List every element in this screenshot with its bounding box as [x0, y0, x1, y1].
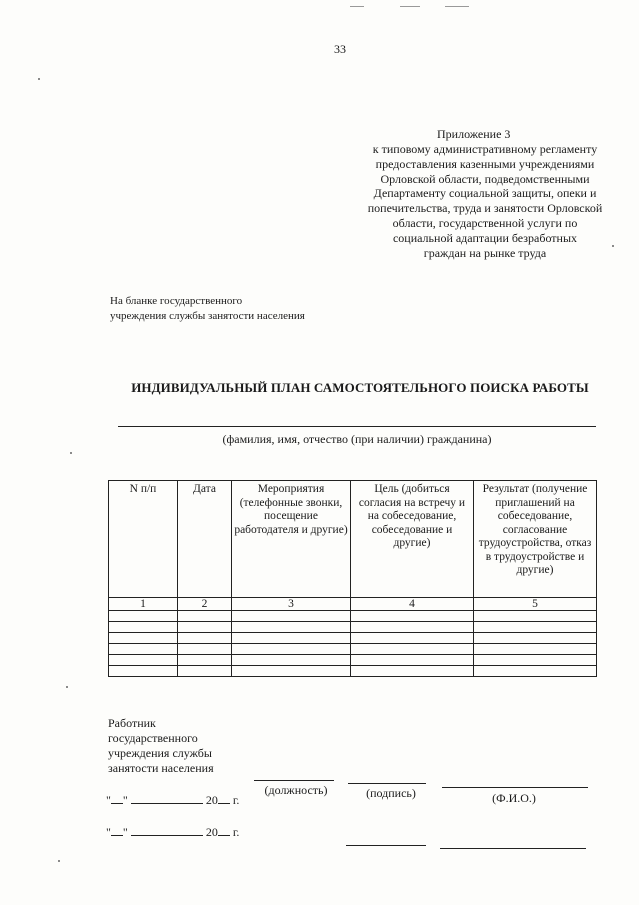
table-cell[interactable]: [474, 633, 597, 644]
quote-open: ": [106, 793, 111, 807]
table-cell[interactable]: [351, 611, 474, 622]
header-activities: Мероприятия (телефонные звонки, посещение работодателя и другие): [232, 481, 351, 598]
year-suffix: г.: [232, 825, 240, 839]
day-field[interactable]: [111, 824, 123, 836]
table-cell[interactable]: [109, 611, 178, 622]
column-number: 4: [351, 598, 474, 611]
table-cell[interactable]: [474, 655, 597, 666]
table-cell[interactable]: [232, 611, 351, 622]
year-suffix: г.: [232, 793, 240, 807]
table-cell[interactable]: [178, 666, 232, 677]
scan-speck: [70, 452, 72, 454]
full-name-caption: (Ф.И.О.): [492, 791, 536, 805]
appendix-line: попечительства, труда и занятости Орловской: [367, 201, 603, 216]
appendix-text: [350, 142, 620, 260]
table-cell[interactable]: [109, 644, 178, 655]
year-prefix: 20: [205, 793, 218, 807]
table-cell[interactable]: [109, 633, 178, 644]
table-cell[interactable]: [351, 666, 474, 677]
table-cell[interactable]: [178, 633, 232, 644]
position-caption: (должность): [264, 783, 328, 797]
month-field[interactable]: [131, 824, 203, 836]
scan-speck: [38, 78, 40, 80]
document-title: ИНДИВИДУАЛЬНЫЙ ПЛАН САМОСТОЯТЕЛЬНОГО ПОИСКА РАБОТЫ: [131, 380, 589, 395]
quote-open: ": [106, 825, 111, 839]
table-cell[interactable]: [474, 622, 597, 633]
appendix-line: социальной адаптации безработных: [392, 230, 578, 245]
appendix-line: к типовому административному регламенту: [372, 142, 598, 156]
signature-line[interactable]: [348, 783, 426, 784]
signer-line: занятости населения: [108, 761, 214, 775]
page-number: 33: [334, 42, 346, 56]
month-field[interactable]: [131, 792, 203, 804]
table-cell[interactable]: [351, 655, 474, 666]
column-number: 5: [474, 598, 597, 611]
table-number-row: [109, 598, 597, 611]
header-goal: Цель (добиться согласия на встречу и на собеседование, собеседование и другие): [351, 481, 474, 598]
signer-line: Работник: [108, 716, 156, 730]
scan-artifact: [400, 6, 420, 7]
signature-caption: (подпись): [366, 786, 416, 800]
table-row: [109, 633, 597, 644]
plan-table: [108, 480, 597, 677]
table-cell[interactable]: [351, 644, 474, 655]
quote-close: ": [122, 793, 128, 807]
column-number: 2: [178, 598, 232, 611]
date-line-1: [106, 792, 239, 808]
letterhead-note: [110, 294, 305, 324]
table-cell[interactable]: [178, 644, 232, 655]
table-cell[interactable]: [351, 622, 474, 633]
table-cell[interactable]: [232, 644, 351, 655]
table-cell[interactable]: [474, 644, 597, 655]
scan-speck: [66, 686, 68, 688]
letterhead-line: На бланке государственного: [110, 295, 243, 307]
signer-line: учреждения службы: [108, 746, 212, 760]
date-line-2: [106, 824, 239, 840]
table-cell[interactable]: [474, 611, 597, 622]
header-number: N п/п: [109, 481, 178, 598]
table-cell[interactable]: [178, 655, 232, 666]
full-name-line[interactable]: [442, 787, 588, 788]
table-cell[interactable]: [232, 622, 351, 633]
table-row: [109, 611, 597, 622]
appendix-line: граждан на рынке труда: [423, 245, 547, 260]
appendix-line: предоставления казенными учреждениями: [375, 156, 595, 171]
citizen-name-line: [118, 426, 596, 427]
quote-close: ": [122, 825, 128, 839]
table-cell[interactable]: [109, 666, 178, 677]
table-cell[interactable]: [109, 655, 178, 666]
letterhead-line: учреждения службы занятости населения: [110, 310, 305, 322]
table-cell[interactable]: [178, 622, 232, 633]
scan-artifact: [445, 6, 469, 7]
table-header-row: [109, 481, 597, 598]
position-line[interactable]: [254, 780, 334, 781]
column-number: 1: [109, 598, 178, 611]
header-date: Дата: [178, 481, 232, 598]
appendix-title: Приложение 3: [437, 127, 511, 141]
signer-line: государственного: [108, 731, 198, 745]
table-cell[interactable]: [351, 633, 474, 644]
appendix-line: Департаменту социальной защиты, опеки и: [373, 186, 597, 201]
full-name-line[interactable]: [440, 848, 586, 849]
column-number: 3: [232, 598, 351, 611]
table-cell[interactable]: [232, 666, 351, 677]
appendix-line: области, государственной услуги по: [392, 215, 578, 230]
header-result: Результат (получение приглашений на собеседование, согласование трудоустройства, отказ в трудоустройстве и другие): [474, 481, 597, 598]
signature-line[interactable]: [346, 845, 426, 846]
scan-artifact: [350, 6, 364, 7]
year-field[interactable]: [218, 792, 230, 804]
table-cell[interactable]: [232, 633, 351, 644]
table-cell[interactable]: [109, 622, 178, 633]
table-cell[interactable]: [474, 666, 597, 677]
table-row: [109, 644, 597, 655]
appendix-line: Орловской области, подведомственными: [380, 171, 590, 186]
table-row: [109, 655, 597, 666]
signer-block: [108, 716, 214, 776]
table-cell[interactable]: [178, 611, 232, 622]
table-row: [109, 666, 597, 677]
year-prefix: 20: [205, 825, 218, 839]
scan-speck: [58, 860, 60, 862]
citizen-name-caption: (фамилия, имя, отчество (при наличии) гражданина): [222, 432, 492, 446]
day-field[interactable]: [111, 792, 123, 804]
table-row: [109, 622, 597, 633]
year-field[interactable]: [218, 824, 230, 836]
table-cell[interactable]: [232, 655, 351, 666]
